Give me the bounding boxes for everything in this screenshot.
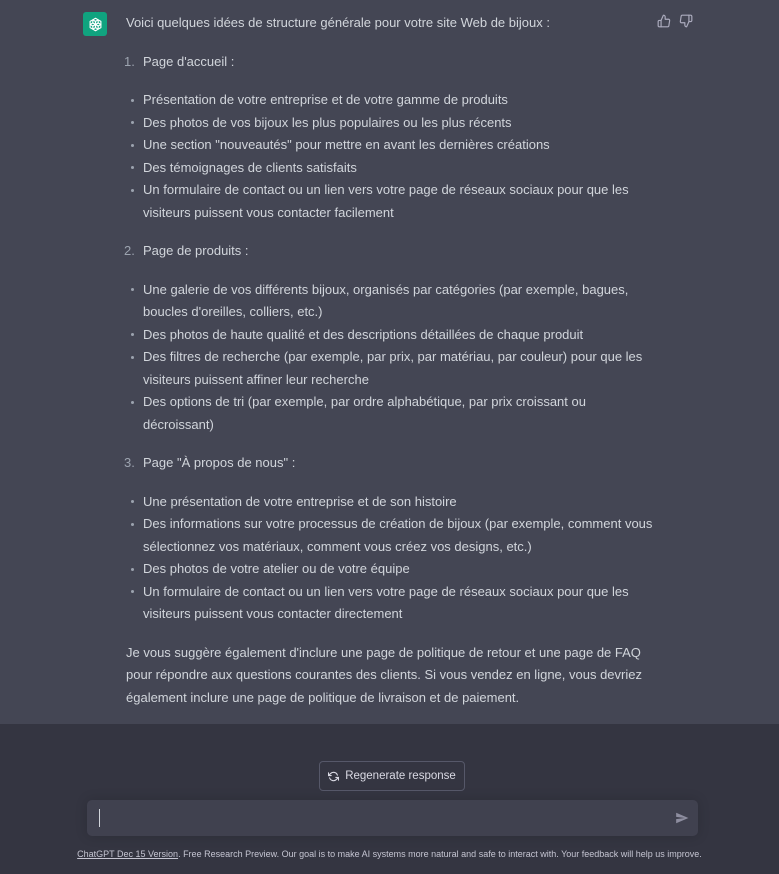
regenerate-label: Regenerate response bbox=[345, 770, 456, 782]
bullet-list bbox=[126, 89, 656, 224]
message-intro: Voici quelques idées de structure générale pour votre site Web de bijoux : bbox=[126, 15, 550, 30]
section-heading bbox=[126, 51, 656, 74]
footer-disclaimer bbox=[0, 848, 779, 860]
section-heading bbox=[126, 240, 656, 263]
message-content bbox=[126, 12, 656, 709]
list-item: Un formulaire de contact ou un lien vers votre page de réseaux sociaux pour que les visiteurs puissent vous contacter directement bbox=[143, 581, 656, 626]
list-item: Une présentation de votre entreprise et de son histoire bbox=[143, 491, 656, 514]
list-item: Une section "nouveautés" pour mettre en avant les dernières créations bbox=[143, 134, 656, 157]
list-item: Des photos de vos bijoux les plus populaires ou les plus récents bbox=[143, 112, 656, 135]
section-number: 2. bbox=[124, 243, 135, 258]
list-item: Présentation de votre entreprise et de votre gamme de produits bbox=[143, 89, 656, 112]
list-item: Des options de tri (par exemple, par ordre alphabétique, par prix croissant ou décroissant) bbox=[143, 391, 656, 436]
thumbs-down-icon[interactable] bbox=[678, 13, 694, 29]
section-title: Page de produits : bbox=[143, 243, 249, 258]
section-title: Page d'accueil : bbox=[143, 53, 235, 69]
list-item: Des informations sur votre processus de création de bijoux (par exemple, comment vous sélectionnez vos matériaux, comment vous créez vos designs, etc.) bbox=[143, 513, 656, 558]
list-item: Un formulaire de contact ou un lien vers votre page de réseaux sociaux pour que les visiteurs puissent vous contacter facilement bbox=[143, 179, 656, 224]
section-number: 3. bbox=[124, 455, 135, 470]
list-item: Une galerie de vos différents bijoux, organisés par catégories (par exemple, bagues, boucles d'oreilles, colliers, etc.) bbox=[143, 279, 656, 324]
list-item: Des témoignages de clients satisfaits bbox=[143, 157, 656, 180]
thumbs-up-icon[interactable] bbox=[656, 13, 672, 29]
text-caret bbox=[99, 809, 100, 827]
regenerate-button[interactable] bbox=[319, 761, 465, 791]
section-title: Page "À propos de nous" : bbox=[143, 455, 296, 470]
list-item: Des photos de haute qualité et des descriptions détaillées de chaque produit bbox=[143, 324, 656, 347]
section-number: 1. bbox=[124, 53, 135, 69]
list-item: Des filtres de recherche (par exemple, par prix, par matériau, par couleur) pour que les visiteurs puissent affiner leur recherche bbox=[143, 346, 656, 391]
list-item: Des photos de votre atelier ou de votre équipe bbox=[143, 558, 656, 581]
refresh-icon bbox=[328, 771, 339, 782]
version-link[interactable]: ChatGPT Dec 15 Version bbox=[77, 849, 179, 859]
composer-area bbox=[0, 724, 779, 874]
section-heading bbox=[126, 452, 656, 475]
bullet-list bbox=[126, 279, 656, 437]
footer-text: . Free Research Preview. Our goal is to make AI systems more natural and safe to interact with. Your feedback will help us improve. bbox=[178, 849, 702, 859]
send-icon[interactable] bbox=[675, 811, 689, 825]
message-conclusion: Je vous suggère également d'inclure une page de politique de retour et une page de FAQ pour répondre aux questions courantes des clients. Si vous vendez en ligne, vous devriez également inclure une page de politique de livraison et de paiement. bbox=[126, 644, 642, 705]
openai-logo-icon bbox=[83, 12, 107, 36]
bullet-list bbox=[126, 491, 656, 626]
message-input[interactable] bbox=[87, 800, 698, 836]
